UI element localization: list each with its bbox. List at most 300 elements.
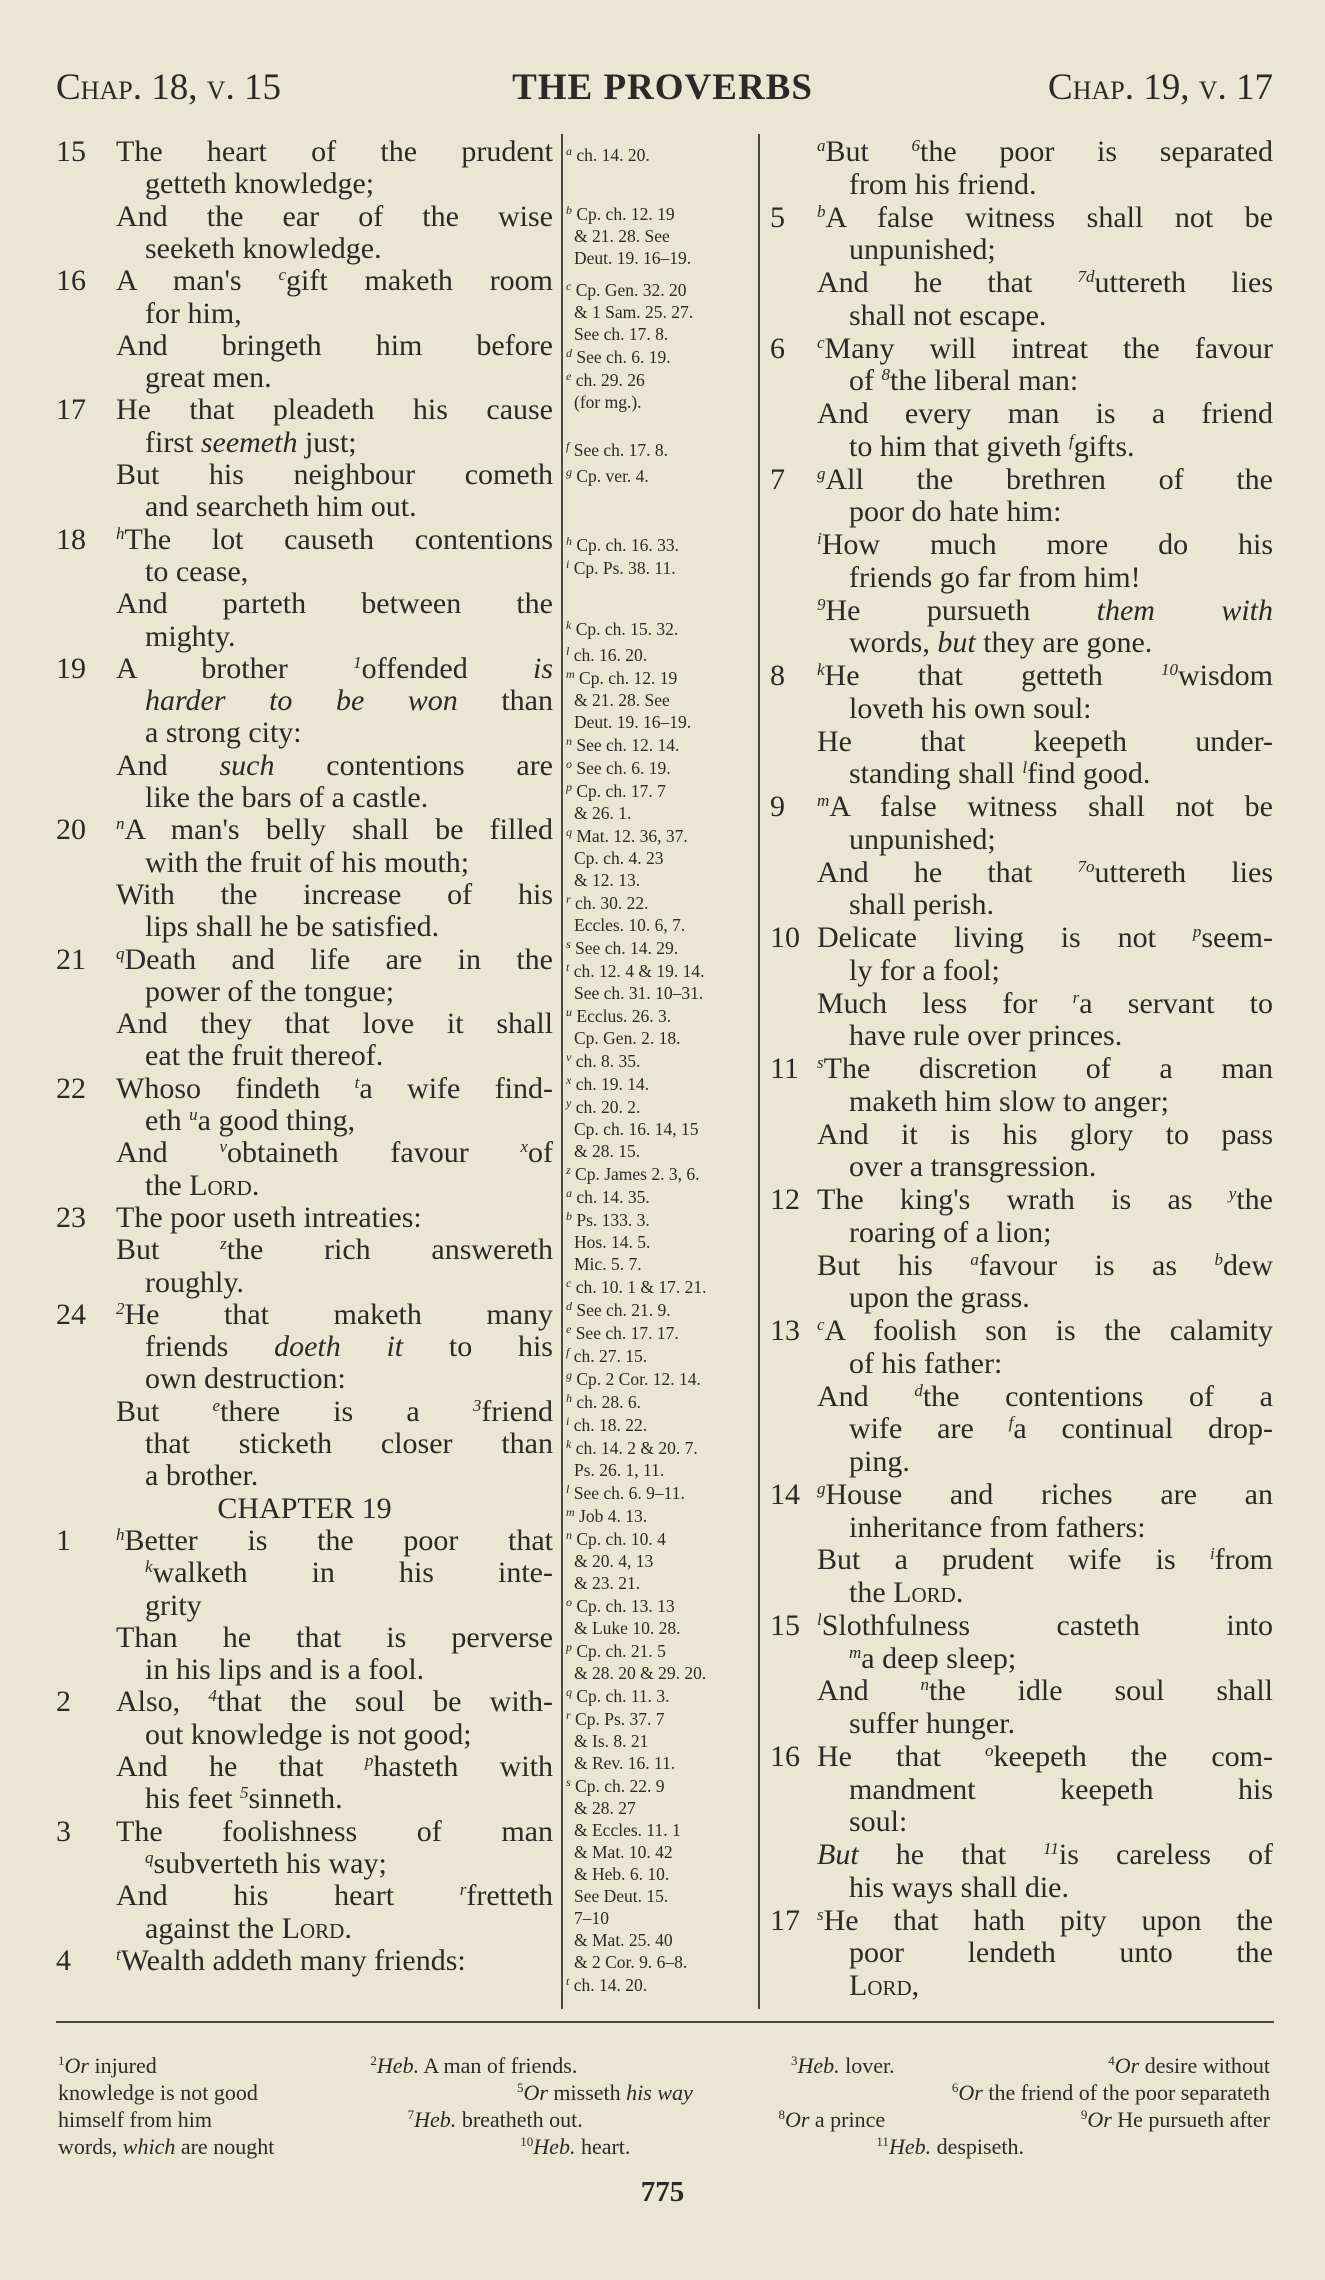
- text-run: And he that: [817, 266, 1078, 299]
- verse-line: [770, 431, 1273, 464]
- reference-marker: c: [278, 265, 286, 285]
- verse-text: [849, 300, 1273, 333]
- reference-marker: p: [566, 780, 572, 794]
- verse-line: [770, 1675, 1273, 1708]
- text-run: And the ear of the wise: [116, 199, 553, 233]
- cross-reference: [566, 1186, 650, 1208]
- verse-line: [56, 298, 553, 330]
- verse-line: [770, 234, 1273, 267]
- reference-line: [566, 1572, 666, 1594]
- verse-text: [116, 1622, 553, 1654]
- reference-text: Ps. 133. 3.: [576, 1210, 650, 1230]
- text-run: are nought: [175, 2134, 275, 2159]
- reference-text: ch. 27. 15.: [573, 1346, 648, 1366]
- footnote: [517, 2079, 693, 2106]
- verse-text: [145, 717, 553, 749]
- footnote-line: [58, 2106, 1270, 2133]
- verse-line: [56, 1202, 553, 1234]
- verse-text: [145, 1040, 553, 1072]
- verse-text: [849, 955, 1273, 988]
- cross-reference: [566, 937, 678, 959]
- reference-line: [566, 1118, 698, 1140]
- verse-line: [56, 491, 553, 523]
- reference-text: ch. 16. 20.: [573, 645, 648, 665]
- reference-marker: 6: [911, 136, 921, 155]
- verse-text: [849, 824, 1273, 857]
- verse-line: [770, 1512, 1273, 1545]
- cross-reference: [566, 203, 691, 269]
- italic-text: seemeth: [200, 425, 298, 459]
- text-run: soul:: [849, 1805, 908, 1839]
- verse-number: 16: [56, 264, 86, 298]
- reference-marker: d: [566, 1299, 572, 1313]
- reference-text: Cp. 2 Cor. 12. 14.: [576, 1369, 701, 1389]
- verse-line: [56, 1751, 553, 1783]
- verse-line: [770, 1643, 1273, 1676]
- reference-line: [566, 1752, 675, 1774]
- text-run: wisdom: [1177, 659, 1273, 692]
- reference-line: [566, 618, 678, 640]
- reference-line: [566, 711, 691, 733]
- reference-text: Cp. ch. 11. 3.: [576, 1686, 670, 1706]
- verse-line: [56, 459, 553, 491]
- text-run: A false witness shall not be: [825, 200, 1273, 234]
- text-run: And he that: [817, 855, 1078, 889]
- verse-text: [145, 1460, 553, 1492]
- reference-text: See Deut. 15.: [574, 1886, 669, 1906]
- verse-line: [56, 1945, 553, 1977]
- verse-line: [770, 627, 1273, 660]
- text-run: He that getteth: [824, 659, 1161, 692]
- reference-line: [566, 667, 691, 689]
- verse-line: [770, 496, 1273, 529]
- verse-text: [817, 1610, 1273, 1643]
- page-number: 775: [640, 2176, 685, 2208]
- text-run: a brother.: [145, 1459, 259, 1493]
- text-run: friends: [145, 1330, 275, 1364]
- footnote: [408, 2106, 583, 2133]
- text-run: against the: [145, 1911, 282, 1945]
- verse-text: [849, 1217, 1273, 1250]
- verse-line: [56, 1686, 553, 1718]
- reference-marker: 8: [881, 365, 890, 385]
- verse-text: [145, 1783, 553, 1815]
- text-run: favour is as: [978, 1248, 1215, 1282]
- reference-line: [566, 1163, 700, 1185]
- reference-marker: v: [219, 1137, 227, 1157]
- reference-line: [566, 689, 691, 711]
- reference-line: [566, 914, 685, 936]
- italic-text: Heb.: [414, 2107, 457, 2132]
- verse-line: [770, 857, 1273, 890]
- text-run: He that pleadeth his cause: [116, 393, 553, 427]
- footnote: [58, 2052, 157, 2079]
- text-run: injured: [88, 2053, 157, 2078]
- reference-marker: a: [970, 1249, 979, 1269]
- verse-text: [817, 857, 1273, 890]
- verse-line: [770, 464, 1273, 497]
- reference-marker: b: [566, 203, 572, 217]
- reference-marker: z: [220, 1234, 227, 1254]
- reference-line: [566, 1640, 706, 1662]
- verse-text: [849, 1151, 1273, 1184]
- reference-text: Deut. 19. 16–19.: [574, 248, 692, 268]
- footnote: [1108, 2052, 1270, 2079]
- reference-marker: q: [116, 943, 125, 963]
- italic-text: but: [937, 626, 976, 660]
- reference-text: See ch. 12. 14.: [576, 735, 680, 755]
- verse-line: [770, 758, 1273, 791]
- reference-text: & Eccles. 11. 1: [574, 1820, 681, 1840]
- verse-line: [56, 427, 553, 459]
- text-run: Than he that is perverse: [116, 1620, 553, 1654]
- reference-text: Cp. James 2. 3, 6.: [575, 1164, 700, 1184]
- reference-text: ch. 28. 6.: [576, 1392, 642, 1412]
- text-run: How much more do his: [821, 528, 1273, 561]
- reference-marker: l: [817, 1609, 822, 1629]
- text-run: ly for a fool;: [849, 953, 1000, 987]
- verse-text: [817, 922, 1273, 955]
- verse-text: [145, 685, 553, 717]
- text-run: Much less for: [817, 986, 1073, 1020]
- text-run: lover.: [839, 2053, 895, 2078]
- reference-line: [566, 1951, 687, 1973]
- text-run: the: [145, 1168, 190, 1202]
- reference-line: [566, 1437, 698, 1459]
- text-run: despiseth.: [931, 2134, 1024, 2159]
- reference-line: [566, 1186, 650, 1208]
- reference-marker: v: [566, 1050, 572, 1064]
- reference-line: [566, 247, 691, 269]
- reference-marker: 4: [1108, 2053, 1115, 2068]
- text-run: Delicate living is not: [817, 921, 1193, 954]
- text-run: And: [817, 1674, 921, 1708]
- italic-text: Heb.: [533, 2134, 576, 2159]
- verse-number: 17: [56, 393, 86, 427]
- italic-text: Or: [1114, 2053, 1140, 2078]
- verse-text: [116, 1945, 553, 1977]
- footnote-line: [58, 2052, 1270, 2079]
- reference-text: ch. 12. 4 & 19. 14.: [573, 961, 705, 981]
- verse-text: [849, 169, 1273, 202]
- reference-line: [566, 869, 688, 891]
- footnotes: [58, 2052, 1270, 2160]
- verse-text: [849, 1413, 1273, 1446]
- verse-text: [849, 1970, 1273, 2003]
- verse-line: [770, 1741, 1273, 1774]
- text-run: seeketh knowledge.: [145, 231, 382, 265]
- verse-text: [817, 1905, 1273, 1938]
- verse-text: [849, 1774, 1273, 1807]
- reference-text: Cp. ch. 12. 19: [576, 204, 675, 224]
- text-run: And bringeth him before: [116, 328, 553, 362]
- cross-reference: [566, 1528, 666, 1594]
- reference-text: See ch. 17. 8.: [573, 440, 669, 460]
- reference-text: Mic. 5. 7.: [574, 1254, 642, 1274]
- cross-reference: [566, 825, 688, 891]
- reference-text: ch. 14. 2 & 20. 7.: [575, 1438, 698, 1458]
- verse-line: [770, 1119, 1273, 1152]
- reference-marker: k: [817, 660, 825, 679]
- verse-text: [145, 556, 553, 588]
- text-run: The heart of the prudent: [116, 135, 553, 168]
- verse-line: [56, 1880, 553, 1912]
- cross-reference: [566, 534, 679, 556]
- italic-text: them with: [1096, 593, 1274, 627]
- text-run: And they that love it shall: [116, 1007, 553, 1041]
- reference-text: See ch. 17. 17.: [575, 1323, 679, 1343]
- reference-text: Cp. ch. 13. 13: [576, 1596, 675, 1616]
- verse-line: [56, 168, 553, 200]
- text-run: He pursueth after: [1111, 2107, 1270, 2132]
- reference-line: [566, 1505, 647, 1527]
- text-run: .: [251, 1168, 260, 1202]
- verse-line: [770, 562, 1273, 595]
- text-run: And it is his glory to pass: [817, 1117, 1273, 1151]
- cross-reference: [566, 1005, 680, 1049]
- reference-marker: 7d: [1077, 267, 1095, 286]
- reference-text: ch. 14. 35.: [576, 1187, 650, 1207]
- verse-text: [145, 1363, 553, 1395]
- reference-marker: s: [566, 937, 571, 951]
- verse-line: [56, 1073, 553, 1105]
- text-run: But: [116, 1394, 213, 1428]
- column-rule-left: [561, 134, 563, 2009]
- reference-marker: 5: [239, 1783, 249, 1803]
- reference-text: & 2 Cor. 9. 6–8.: [574, 1952, 688, 1972]
- cross-reference: [566, 1505, 647, 1527]
- verse-line: [770, 955, 1273, 988]
- reference-marker: 10: [1160, 660, 1178, 679]
- verse-text: [145, 362, 553, 394]
- reference-marker: 6: [951, 2080, 959, 2095]
- verse-text: [116, 1073, 553, 1105]
- text-run: misseth: [547, 2080, 627, 2105]
- verse-text: [849, 627, 1273, 660]
- reference-line: [566, 757, 671, 779]
- reference-marker: x: [520, 1137, 528, 1157]
- reference-line: [566, 1617, 680, 1639]
- cross-reference: [566, 644, 647, 666]
- reference-line: [566, 1885, 687, 1907]
- reference-text: See ch. 6. 9–11.: [573, 1483, 685, 1503]
- text-run: A man of friends.: [419, 2053, 578, 2078]
- verse-line: [770, 1839, 1273, 1872]
- cross-reference: [566, 465, 649, 487]
- reference-line: [566, 780, 666, 802]
- verse-line: [56, 976, 553, 1008]
- text-run: heart.: [575, 2134, 631, 2159]
- verse-line: [770, 202, 1273, 235]
- reference-marker: g: [566, 465, 572, 479]
- reference-marker: q: [566, 1685, 572, 1699]
- reference-text: & 28. 27: [574, 1798, 636, 1818]
- text-run: the contentions of a: [922, 1379, 1273, 1413]
- footnote: [1081, 2106, 1270, 2133]
- text-run: own destruction:: [145, 1362, 346, 1396]
- text-run: for him,: [145, 296, 242, 330]
- reference-marker: d: [914, 1380, 923, 1400]
- verse-number: 22: [56, 1071, 86, 1105]
- text-run: He pursueth: [825, 593, 1097, 627]
- verse-line: [56, 847, 553, 879]
- text-run: from: [1214, 1543, 1273, 1577]
- reference-text: ch. 8. 35.: [575, 1051, 641, 1071]
- verse-number: 9: [770, 790, 785, 823]
- verse-text: [116, 136, 553, 168]
- reference-line: [566, 301, 693, 323]
- verse-line: [56, 1460, 553, 1492]
- text-run: power of the tongue;: [145, 974, 395, 1008]
- footnote: [791, 2052, 895, 2079]
- reference-marker: f: [566, 1345, 570, 1359]
- verse-text: [849, 758, 1273, 791]
- reference-text: & Is. 8. 21: [574, 1731, 649, 1751]
- verse-text: [817, 1479, 1273, 1512]
- text-run: friends go far from him!: [849, 560, 1141, 594]
- running-header-left: Chap. 18, v. 15: [56, 67, 281, 108]
- text-run: in his lips and is a fool.: [145, 1653, 425, 1687]
- verse-text: [145, 1719, 553, 1751]
- reference-line: [566, 825, 688, 847]
- verse-text: [817, 988, 1273, 1021]
- verse-text: [116, 653, 553, 685]
- verse-line: [770, 365, 1273, 398]
- reference-marker: g: [566, 1368, 572, 1382]
- verse-line: [56, 136, 553, 168]
- reference-marker: e: [566, 369, 572, 383]
- verse-line: [56, 1590, 553, 1622]
- reference-marker: r: [566, 1708, 571, 1722]
- verse-line: [56, 1816, 553, 1848]
- text-run: The discretion of a man: [823, 1052, 1273, 1085]
- verse-number: 7: [770, 462, 785, 496]
- cross-reference: [566, 618, 678, 640]
- reference-line: [566, 1974, 647, 1996]
- verse-line: [770, 1577, 1273, 1610]
- verse-line: [56, 1170, 553, 1202]
- reference-text: & 12. 13.: [574, 870, 641, 890]
- verse-number: 15: [770, 1608, 800, 1642]
- text-run: But: [116, 1233, 221, 1267]
- text-run: of: [528, 1136, 553, 1170]
- verse-text: [849, 1086, 1273, 1119]
- text-run: his ways shall die.: [849, 1870, 1069, 1904]
- verse-line: [56, 265, 553, 297]
- reference-marker: c: [566, 1276, 572, 1290]
- text-run: of: [849, 364, 882, 398]
- text-run: The foolishness of man: [116, 1814, 553, 1848]
- cross-reference: [566, 1685, 670, 1707]
- verse-text: [116, 588, 553, 620]
- cross-reference: [566, 557, 676, 579]
- cross-reference: [566, 1974, 647, 1996]
- text-run: He that: [817, 1739, 985, 1773]
- italic-text: Or: [958, 2080, 983, 2105]
- reference-text: Mat. 12. 36, 37.: [576, 826, 688, 846]
- text-run: walketh in his inte-: [152, 1556, 553, 1590]
- text-run: a good thing,: [197, 1104, 356, 1137]
- reference-text: & 23. 21.: [574, 1573, 641, 1593]
- italic-text: such: [219, 748, 275, 782]
- verse-line: [56, 782, 553, 814]
- reference-line: [566, 1073, 649, 1095]
- verse-text: [145, 1848, 553, 1880]
- text-run: grity: [145, 1588, 202, 1622]
- text-run: first: [145, 425, 201, 459]
- reference-line: [566, 1322, 679, 1344]
- verse-number: 18: [56, 522, 86, 556]
- verse-line: [770, 1708, 1273, 1741]
- reference-marker: o: [984, 1740, 994, 1760]
- verse-line: [56, 1008, 553, 1040]
- verse-text: [145, 1170, 553, 1202]
- reference-marker: i: [817, 529, 822, 548]
- reference-marker: 3: [790, 2053, 798, 2068]
- verse-text: [145, 1590, 553, 1622]
- cross-reference: [566, 1209, 650, 1275]
- reference-line: [566, 1819, 687, 1841]
- verse-text: [116, 459, 553, 491]
- footnote: [58, 2133, 274, 2160]
- reference-marker: p: [566, 1640, 572, 1654]
- text-run: obtaineth favour: [226, 1136, 521, 1170]
- reference-marker: 2: [370, 2053, 377, 2068]
- verse-line: [770, 1381, 1273, 1414]
- reference-text: See ch. 21. 9.: [576, 1300, 671, 1320]
- reference-text: Deut. 19. 16–19.: [574, 712, 692, 732]
- verse-number: 14: [770, 1477, 800, 1511]
- verse-line: [56, 1913, 553, 1945]
- verse-line: [770, 660, 1273, 693]
- reference-marker: 7o: [1077, 856, 1095, 876]
- verse-line: [56, 1234, 553, 1266]
- reference-line: [566, 892, 685, 914]
- reference-marker: y: [566, 1096, 572, 1110]
- text-run: uttereth lies: [1094, 266, 1274, 299]
- reference-marker: 5: [516, 2080, 524, 2095]
- cross-reference: [566, 1322, 679, 1344]
- text-run: With the increase of his: [116, 877, 553, 911]
- reference-line: [566, 1050, 640, 1072]
- footnote: [58, 2106, 212, 2133]
- verse-number: 17: [770, 1903, 800, 1937]
- reference-line: [566, 734, 679, 756]
- text-run: unpunished;: [849, 233, 996, 267]
- cross-reference: [566, 1050, 640, 1072]
- reference-line: [566, 279, 693, 301]
- reference-marker: e: [212, 1395, 221, 1415]
- verse-text: [145, 1428, 553, 1460]
- verse-text: [849, 1348, 1273, 1381]
- text-run: from his friend.: [849, 167, 1037, 201]
- verse-text: [817, 1250, 1273, 1283]
- reference-text: Cp. ch. 12. 19: [579, 668, 678, 688]
- reference-marker: d: [566, 346, 572, 360]
- reference-text: & Heb. 6. 10.: [574, 1864, 670, 1884]
- reference-marker: l: [566, 644, 570, 658]
- reference-marker: 3: [472, 1395, 482, 1415]
- reference-text: (for mg.).: [574, 392, 642, 412]
- reference-line: [566, 346, 671, 368]
- reference-text: & 28. 15.: [574, 1141, 641, 1161]
- text-run: to cease,: [145, 554, 249, 588]
- cross-reference: [566, 279, 693, 345]
- text-run: ping.: [849, 1445, 910, 1478]
- reference-marker: t: [566, 960, 570, 974]
- text-run: the liberal man:: [890, 364, 1079, 398]
- verse-text: [817, 1315, 1273, 1348]
